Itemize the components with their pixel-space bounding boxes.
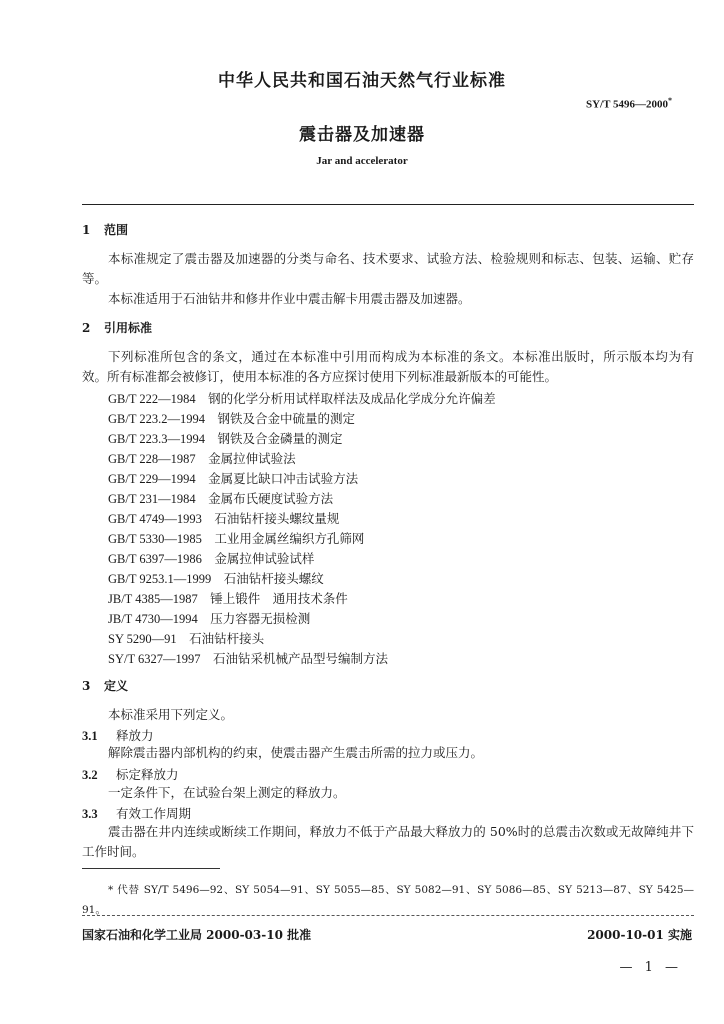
reference-item bbox=[108, 469, 358, 487]
definition-3-2-text: 一定条件下，在试验台架上测定的释放力。 bbox=[108, 785, 346, 800]
section-2-paragraph-1: 下列标准所包含的条文，通过在本标准中引用而构成为本标准的条文。本标准出版时，所示版本均为有效。所有标准都会被修订，使用本标准的各方应探讨使用下列标准最新版本的可能性。 bbox=[82, 349, 694, 384]
reference-code: SY 5290—91 bbox=[108, 632, 177, 646]
reference-code: GB/T 9253.1—1999 bbox=[108, 572, 212, 586]
reference-item bbox=[108, 649, 388, 667]
reference-code: GB/T 231—1984 bbox=[108, 492, 196, 506]
reference-title: 金属布氏硬度试验方法 bbox=[208, 491, 334, 506]
reference-item bbox=[108, 429, 343, 447]
document-title: 震击器及加速器 bbox=[299, 125, 425, 145]
reference-item bbox=[108, 569, 324, 587]
reference-title: 工业用金属丝编织方孔筛网 bbox=[214, 531, 365, 546]
reference-code: GB/T 6397—1986 bbox=[108, 552, 202, 566]
definition-3-1-term: 3.1 释放力 bbox=[82, 728, 154, 743]
reference-title: 锤上锻件 通用技术条件 bbox=[210, 591, 348, 606]
reference-item bbox=[108, 629, 264, 647]
reference-title: 压力容器无损检测 bbox=[210, 611, 311, 626]
reference-code: GB/T 5330—1985 bbox=[108, 532, 202, 546]
definition-3-2-term: 3.2 标定释放力 bbox=[82, 767, 179, 782]
header-divider bbox=[82, 204, 694, 205]
reference-item bbox=[108, 589, 348, 607]
reference-title: 石油钻杆接头螺纹量规 bbox=[214, 511, 340, 526]
footnote: * 代替 SY/T 5496—92、SY 5054—91、SY 5055—85、SY 5082—91、SY 5086—85、SY 5213—87、SY 5425—91。 bbox=[82, 884, 694, 916]
issue-date: 国家石油和化学工业局 2000-03-10 批准 bbox=[82, 928, 312, 942]
reference-code: JB/T 4730—1994 bbox=[108, 612, 198, 626]
reference-item bbox=[108, 549, 314, 567]
section-1-paragraph-2: 本标准适用于石油钻井和修井作业中震击解卡用震击器及加速器。 bbox=[108, 291, 471, 306]
footnote-divider bbox=[82, 868, 220, 869]
section-1-heading: 1 范围 bbox=[82, 223, 129, 237]
reference-title: 金属拉伸试验法 bbox=[208, 451, 296, 466]
section-2-heading: 2 引用标准 bbox=[82, 321, 153, 335]
reference-code: GB/T 223.2—1994 bbox=[108, 412, 205, 426]
reference-item bbox=[108, 389, 496, 407]
implementation-date: 2000-10-01 实施 bbox=[587, 928, 692, 942]
reference-code: GB/T 223.3—1994 bbox=[108, 432, 205, 446]
reference-item bbox=[108, 409, 355, 427]
reference-title: 石油钻采机械产品型号编制方法 bbox=[213, 651, 389, 666]
standard-number: SY/T 5496—2000* bbox=[585, 96, 672, 111]
page-number: — 1 — bbox=[619, 960, 682, 975]
reference-title: 石油钻杆接头螺纹 bbox=[223, 571, 324, 586]
reference-item bbox=[108, 509, 339, 527]
section-3-paragraph-1: 本标准采用下列定义。 bbox=[108, 707, 234, 722]
document-subtitle: Jar and accelerator bbox=[316, 155, 408, 167]
reference-title: 金属夏比缺口冲击试验方法 bbox=[208, 471, 359, 486]
reference-item bbox=[108, 609, 310, 627]
definition-3-3-text: 震击器在井内连续或断续工作期间，释放力不低于产品最大释放力的 50%时的总震击次数或无故障纯井下工作时间。 bbox=[82, 824, 694, 859]
reference-item bbox=[108, 489, 333, 507]
reference-title: 钢铁及合金中硫量的测定 bbox=[217, 411, 356, 426]
reference-item bbox=[108, 449, 296, 467]
reference-code: GB/T 229—1994 bbox=[108, 472, 196, 486]
reference-item bbox=[108, 529, 364, 547]
definition-3-3-term: 3.3 有效工作周期 bbox=[82, 806, 192, 821]
reference-code: GB/T 222—1984 bbox=[108, 392, 196, 406]
issuing-category-title: 中华人民共和国石油天然气行业标准 bbox=[218, 71, 506, 91]
definition-3-1-text: 解除震击器内部机构的约束，使震击器产生震击所需的拉力或压力。 bbox=[108, 745, 484, 760]
footer-divider bbox=[82, 915, 694, 916]
reference-code: JB/T 4385—1987 bbox=[108, 592, 198, 606]
reference-code: GB/T 4749—1993 bbox=[108, 512, 202, 526]
reference-title: 石油钻杆接头 bbox=[189, 631, 265, 646]
reference-title: 钢铁及合金磷量的测定 bbox=[217, 431, 343, 446]
reference-code: SY/T 6327—1997 bbox=[108, 652, 201, 666]
reference-title: 钢的化学分析用试样取样法及成品化学成分允许偏差 bbox=[208, 391, 496, 406]
section-1-paragraph-1: 本标准规定了震击器及加速器的分类与命名、技术要求、试验方法、检验规则和标志、包装、运输、贮存等。 bbox=[82, 251, 694, 286]
section-3-heading: 3 定义 bbox=[82, 679, 129, 693]
reference-title: 金属拉伸试验试样 bbox=[214, 551, 315, 566]
reference-code: GB/T 228—1987 bbox=[108, 452, 196, 466]
